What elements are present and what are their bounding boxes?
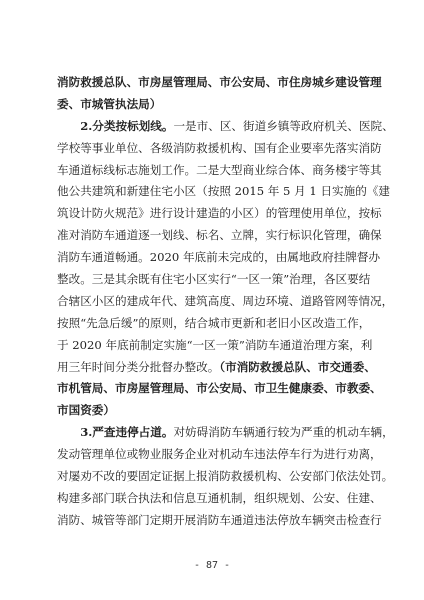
text-line: [57, 400, 369, 422]
bold-text-segment: （市消防救援总队、市交通委、: [219, 359, 376, 374]
text-segment: 按照“先急后缓”的原则，结合城市更新和老旧小区改造工作，: [57, 315, 371, 330]
text-segment: 学校等事业单位、各级消防救援机构、国有企业要率先落实消防: [57, 140, 382, 155]
text-segment: 用三年时间分类分批督办整改。: [57, 359, 220, 374]
text-line: [57, 335, 373, 357]
text-line: [57, 72, 382, 94]
text-line: [57, 138, 382, 160]
text-segment: 筑设计防火规范》进行设计建造的小区）的管理使用单位，按标: [57, 206, 382, 221]
text-line: [57, 160, 382, 182]
text-line: [57, 444, 382, 466]
text-segment: 消防、城管等部门定期开展消防车通道违法停放车辆突击检查行: [57, 512, 382, 527]
text-segment: 车通道标线标志施划工作。二是大型商业综合体、商务楼宇等其: [57, 162, 382, 177]
text-line: [57, 116, 394, 138]
text-segment: 于 2020 年底前制定实施“一区一策”消防车通道治理方案，利: [57, 337, 373, 352]
text-line: [57, 291, 394, 313]
text-line: [57, 225, 382, 247]
bold-text-segment: 消防救援总队、市房屋管理局、市公安局、市住房城乡建设管理: [57, 75, 382, 89]
text-line: [57, 247, 381, 269]
text-line: [57, 269, 369, 291]
text-line: [57, 181, 391, 203]
bold-text-segment: 委、市城管执法局）: [57, 96, 162, 111]
text-line: [57, 313, 369, 335]
text-segment: 准对消防车通道逐一划线、标名、立牌，实行标识化管理，确保: [57, 228, 382, 243]
text-segment: 构建多部门联合执法和信息互通机制，组织规划、公安、住建、: [57, 490, 382, 505]
page-number: - 87 -: [193, 560, 231, 571]
text-line: [57, 357, 376, 379]
bold-text-segment: 市机管局、市房屋管理局、市公安局、市卫生健康委、市教委、: [57, 381, 382, 396]
text-segment: 一是市、区、街道乡镇等政府机关、医院、: [173, 118, 394, 133]
text-line: [57, 510, 382, 532]
bold-text-segment: 3.严查违停占道。: [57, 425, 174, 440]
text-segment: 他公共建筑和新建住宅小区（按照 2015 年 5 月 1 日实施的《建: [57, 184, 391, 199]
bold-text-segment: 市国资委）: [57, 403, 115, 418]
text-segment: 发动管理单位或物业服务企业对机动车违法停车行为进行劝离，: [57, 447, 382, 462]
text-line: [57, 488, 382, 510]
text-line: [57, 422, 394, 444]
bold-text-segment: 2.分类按标划线。: [57, 118, 174, 133]
text-line: [57, 466, 394, 488]
text-line: [57, 203, 382, 225]
text-line: [57, 94, 369, 116]
text-segment: 整改。三是其余既有住宅小区实行“一区一策”治理，各区要结: [57, 272, 371, 287]
text-segment: 消防车通道畅通。2020 年底前未完成的，由属地政府挂牌督办: [57, 250, 381, 265]
text-segment: 对屡劝不改的要固定证据上报消防救援机构、公安部门依法处罚。: [57, 469, 394, 484]
text-segment: 对妨碍消防车辆通行较为严重的机动车辆，: [173, 425, 394, 440]
text-segment: 合辖区小区的建成年代、建筑高度、周边环境、道路管网等情况，: [57, 293, 394, 308]
text-line: [57, 378, 382, 400]
body-text: [57, 72, 394, 532]
